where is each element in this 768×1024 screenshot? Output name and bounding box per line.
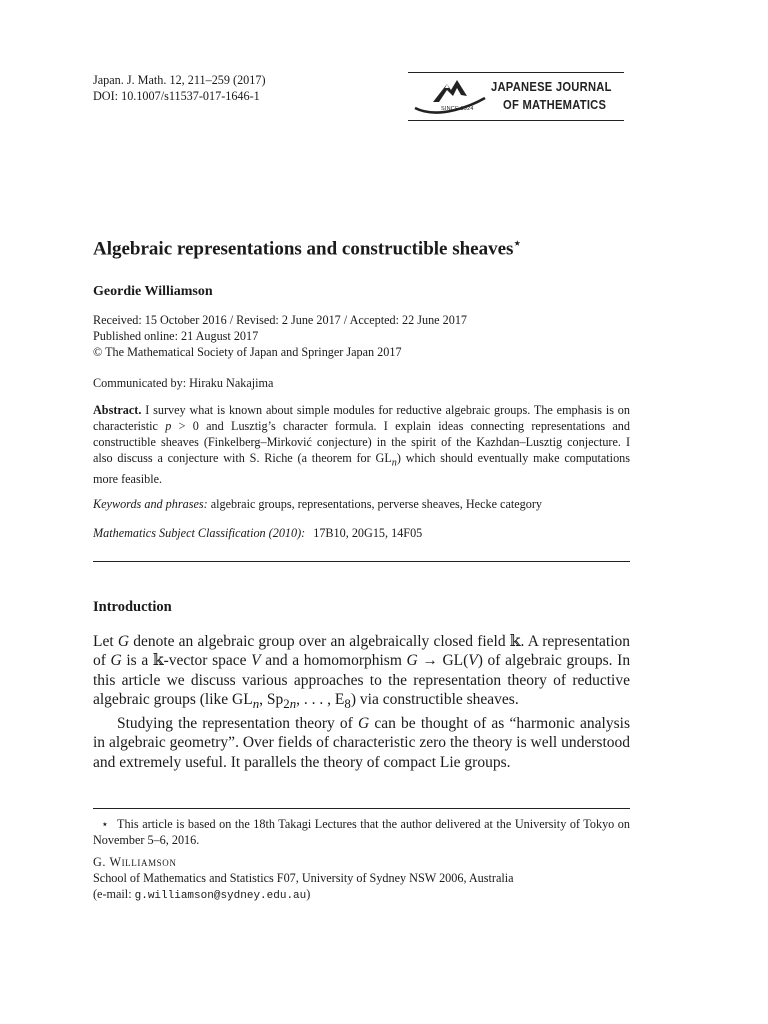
address-email-line: (e-mail: g.williamson@sydney.edu.au) [93, 887, 311, 902]
logo-rule-top [408, 72, 624, 73]
abstract-text-1: I survey what is known about simple modules for reductive algebraic groups. The emphasis is on characteristic [93, 403, 630, 433]
footnote-divider [93, 808, 630, 809]
author-name: Geordie Williamson [93, 284, 213, 299]
published-date: Published online: 21 August 2017 [93, 329, 259, 343]
copyright-line: © The Mathematical Society of Japan and Springer Japan 2017 [93, 345, 402, 359]
citation: Japan. J. Math. 12, 211–259 (2017) [93, 73, 266, 87]
article-history [93, 312, 467, 360]
abstract-text-2: and Lusztig’s character formula. I explain ideas connecting representations and constructible sheaves (Finkelberg–Mirković conjecture) in the spirit of the Kazhdan–Lusztig conjecture. I also discuss a conjecture with S. Riche (a theorem for GL [93, 419, 630, 465]
msc-codes: 17B10, 20G15, 14F05 [313, 526, 423, 540]
msc-classification [93, 525, 422, 541]
author-address [93, 854, 514, 904]
title-text: Algebraic representations and constructible sheaves [93, 238, 514, 260]
address-name: G. Williamson [93, 855, 177, 869]
msc-label: Mathematics Subject Classification (2010): [93, 526, 306, 540]
abstract: Abstract. I survey what is known about simple modules for reductive algebraic groups. The emphasis is on characteristic p > 0 and Lusztig’s character formula. I explain ideas connecting representations and constructible sheaves (Finkelberg–Mirković conjecture) in the spirit of the Kazhdan–Lusztig conjecture. I also discuss a conjecture with S. Riche (a theorem for $GL_n$) which should eventually make computations more feasible. [93, 403, 631, 487]
title-footnote-mark: ⋆ [513, 236, 521, 250]
footnote-text: This article is based on the 18th Takagi Lectures that the author delivered at the University of Tokyo on November 5–6, 2016. [93, 817, 630, 847]
keywords [93, 496, 542, 512]
logo-line1: JAPANESE JOURNAL [491, 79, 612, 94]
doi: DOI: 10.1007/s11537-017-1646-1 [93, 89, 260, 103]
footnote [93, 816, 630, 848]
abstract-text-3: ) which should eventually make computations more feasible. [93, 451, 631, 487]
keywords-value: algebraic groups, representations, perverse sheaves, Hecke category [210, 497, 542, 511]
intro-paragraph-1: Let G denote an algebraic group over an algebraically closed field 𝕜. A representation of G is a 𝕜-vector space V and a homomorphism G → GL(V) of algebraic groups. In this article we discuss various approaches to the representation theory of reductive algebraic groups (like $GL_n$, $Sp_{2n}$, . . . , $E_8$) via constructible sheaves. [93, 633, 631, 712]
logo-since: SINCE 1924 [441, 106, 474, 112]
keywords-label: Keywords and phrases: [93, 497, 208, 511]
footnote-mark: ⋆ [101, 817, 109, 831]
journal-meta [93, 72, 266, 104]
history-dates: Received: 15 October 2016 / Revised: 2 June 2017 / Accepted: 22 June 2017 [93, 313, 468, 327]
email-link[interactable]: g.williamson@sydney.edu.au [134, 890, 307, 902]
abstract-label: Abstract. [93, 403, 142, 417]
section-divider [93, 561, 630, 562]
intro-paragraph-2: Studying the representation theory of G can be thought of as “harmonic analysis in algebraic geometry”. Over fields of characteristic zero the theory is well understood and extremely useful. It parallels the theory of compact Lie groups. [93, 714, 630, 771]
article-title [93, 236, 521, 260]
communicated-by: Communicated by: Hiraku Nakajima [93, 376, 274, 390]
journal-logo [408, 72, 624, 122]
logo-line2: OF MATHEMATICS [503, 97, 607, 112]
logo-rule-bottom [408, 120, 624, 121]
logo-wordmark [491, 78, 612, 114]
introduction-body [93, 632, 630, 772]
introduction-heading: Introduction [93, 599, 172, 615]
address-affiliation: School of Mathematics and Statistics F07, University of Sydney NSW 2006, Australia [93, 871, 514, 885]
